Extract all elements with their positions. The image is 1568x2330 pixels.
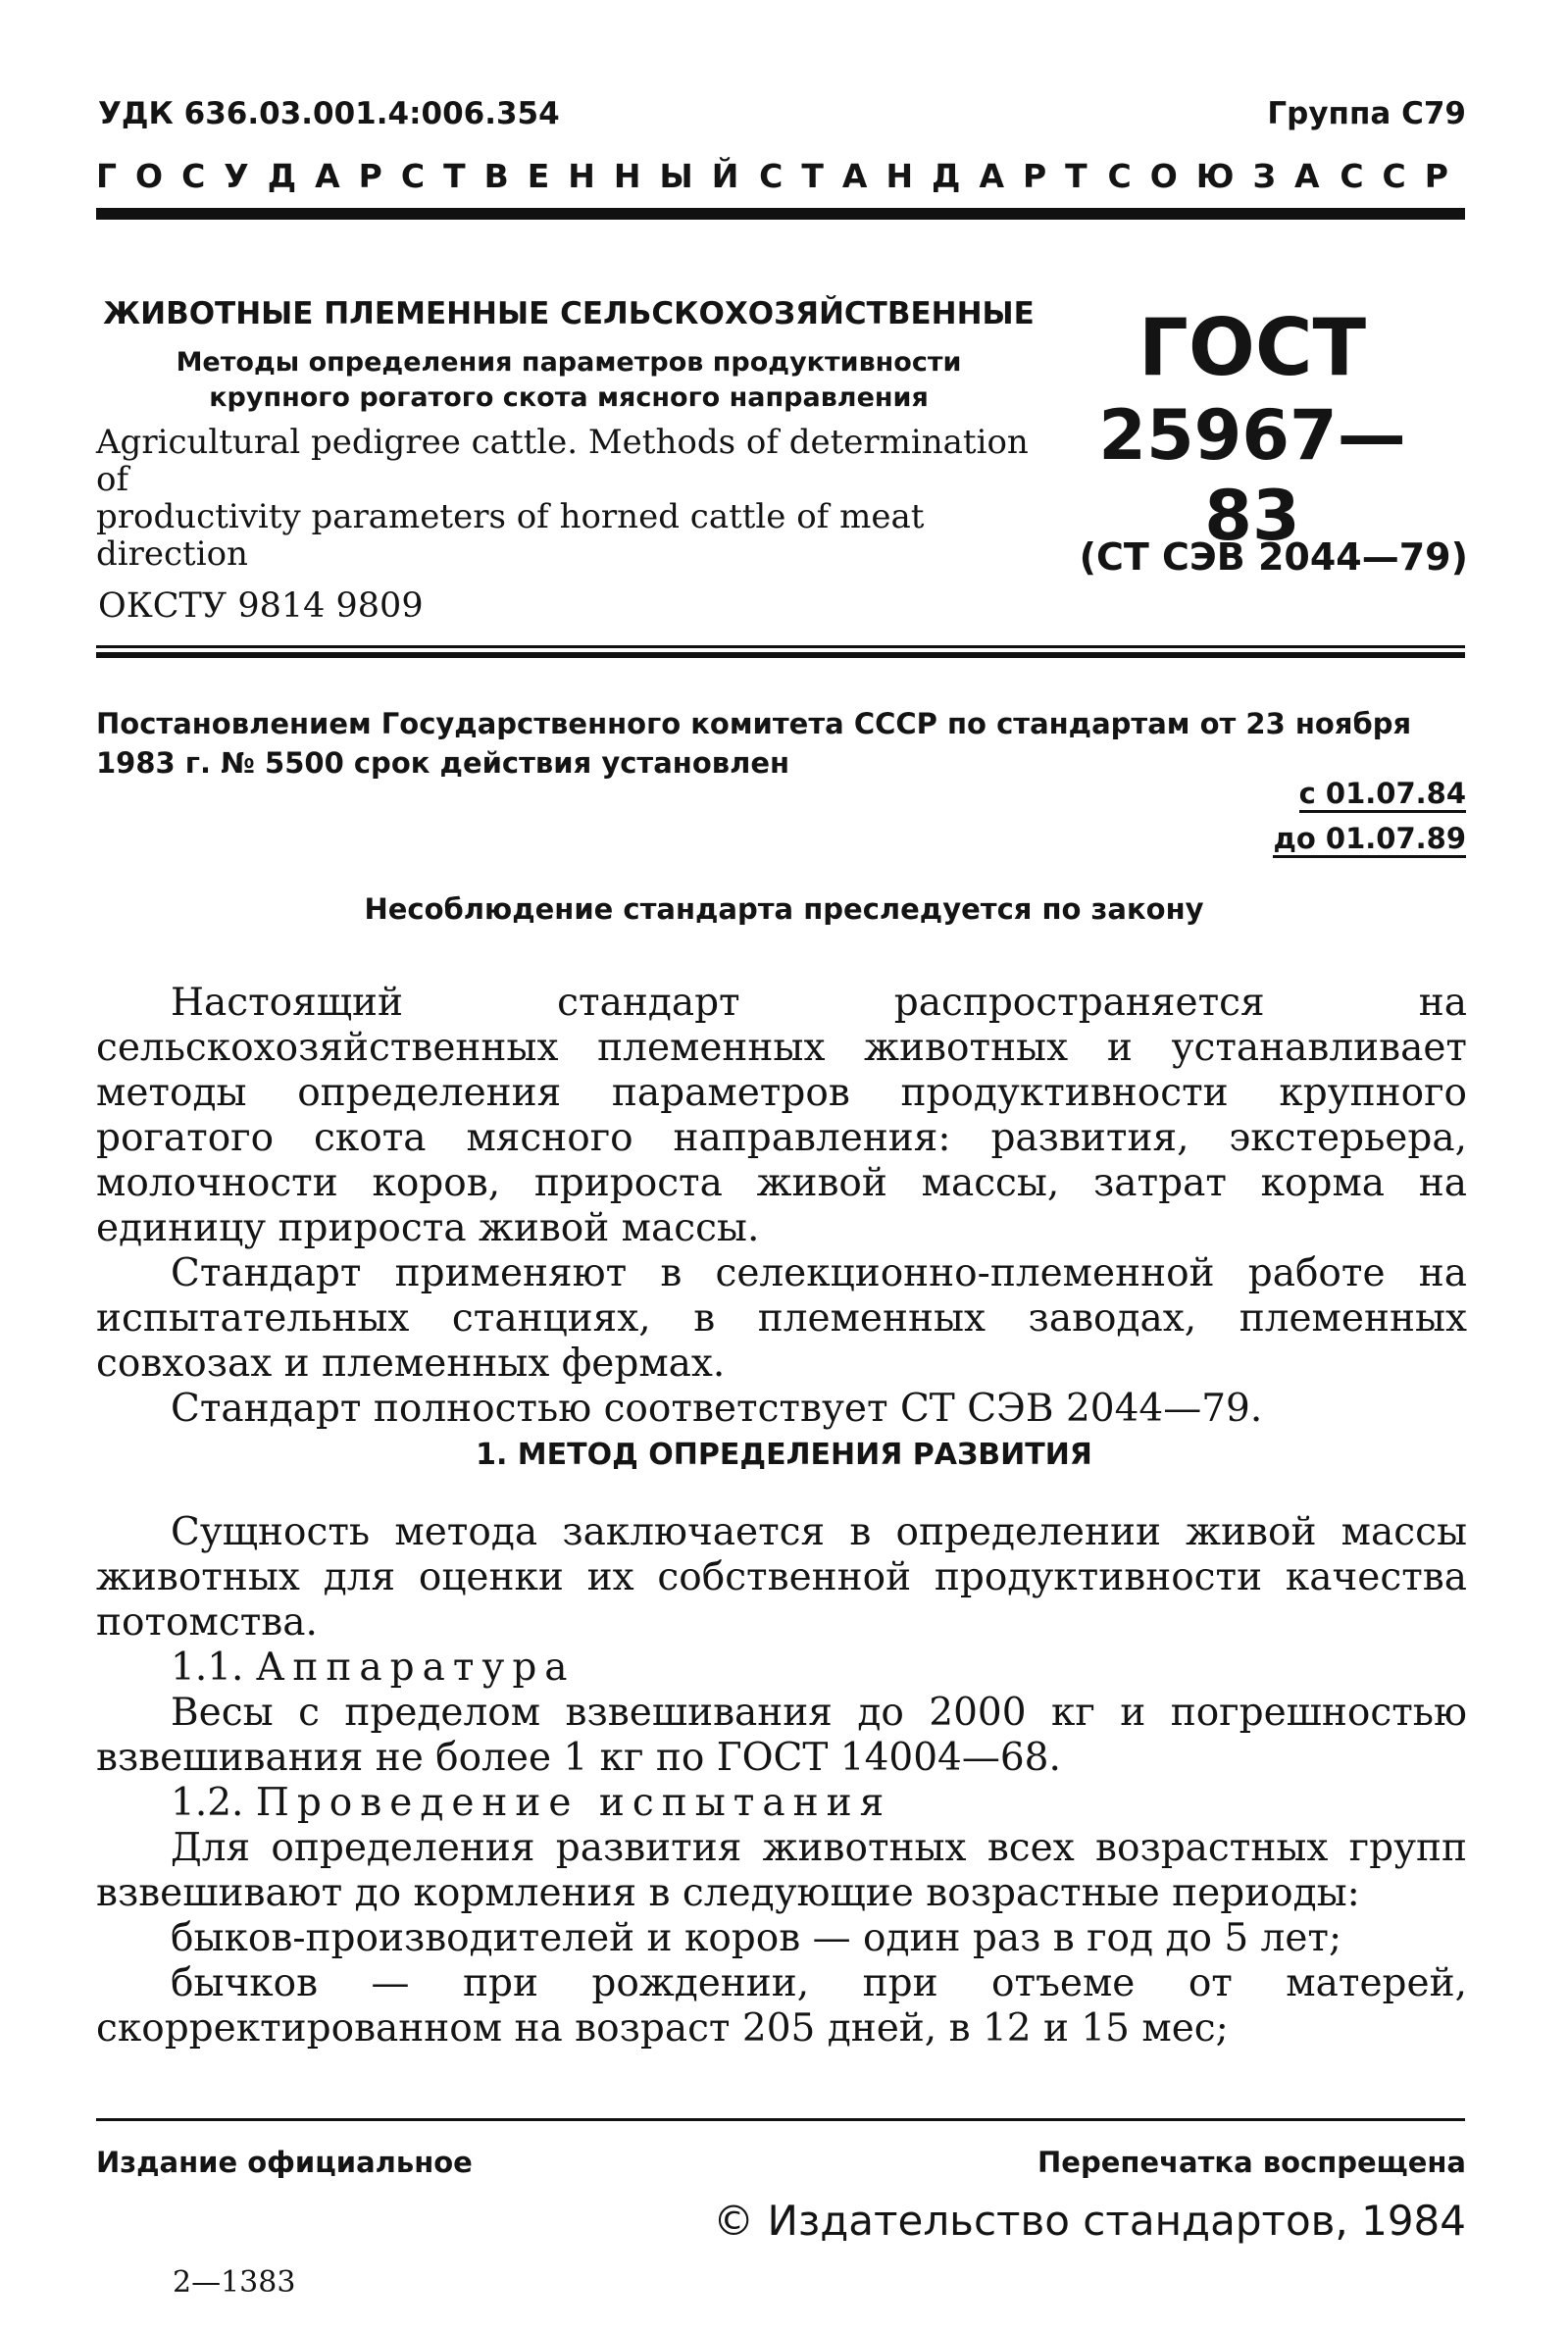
section-1-body [96,1510,1467,2051]
intro-paragraph-1: Настоящий стандарт распространяется на сельскохозяйственных племенных животных и устанавливает методы определения параметров продуктивности крупного рогатого скота мясного направления: развития, экстерьера, молочности коров, прироста живой массы, затрат корма на единицу прироста живой массы. [96,981,1467,1250]
gost-number: 25967—83 [1098,395,1406,556]
subtitle-line-2: крупного рогатого скота мясного направления [209,382,929,413]
header-rule-thick [96,208,1465,220]
validity-date-to: до 01.07.89 [1273,822,1466,858]
section-1-paragraph-2: Весы с пределом взвешивания до 2000 кг и погрешностью взвешивания не более 1 кг по ГОСТ 14004—68. [96,1691,1467,1780]
subsection-1-2-number: 1.2. [171,1781,244,1825]
title-english [96,424,1041,573]
decree-text [96,704,1467,783]
gost-label: ГОСТ [1138,302,1367,393]
section-1-title: 1. МЕТОД ОПРЕДЕЛЕНИЯ РАЗВИТИЯ [476,1438,1092,1472]
okstu-code: ОКСТУ 9814 9809 [98,586,424,626]
title-main: ЖИВОТНЫЕ ПЛЕМЕННЫЕ СЕЛЬСКОХОЗЯЙСТВЕННЫЕ [103,296,1035,331]
footer-rule [96,2118,1465,2121]
subsection-1-2-heading [96,1781,1467,1826]
intro-paragraph-3: Стандарт полностью соответствует СТ СЭВ 2044—79. [171,1387,1263,1431]
decree-line-1: Постановлением Государственного комитета СССР по стандартам от 23 ноября [96,707,1412,740]
copyright-notice: © Издательство стандартов, 1984 [713,2197,1466,2245]
state-standard-banner [96,157,1467,195]
banner-word-4: ССР [1340,157,1467,195]
subsection-1-1-heading [96,1646,1467,1691]
subsection-1-1-title: Аппаратура [255,1646,576,1690]
section-1-paragraph-5: бычков — при рождении, при отъеме от матерей, скорректированном на возраст 205 дней, в 12 и 15 мес; [96,1961,1467,2051]
subtitle-line-1: Методы определения параметров продуктивности [176,347,962,378]
banner-word-1: ГОСУДАРСТВЕННЫЙ [96,157,758,195]
section-1-paragraph-1: Сущность метода заключается в определении живой массы животных для оценки их собственной продуктивности качества потомства. [96,1510,1467,1645]
introduction [96,981,1467,1432]
udk-code: УДК 636.03.001.4:006.354 [98,96,560,131]
law-notice: Несоблюдение стандарта преследуется по закону [364,892,1204,926]
decree-line-2: 1983 г. № 5500 срок действия установлен [96,746,790,780]
validity-date-from: с 01.07.84 [1299,777,1466,813]
group-code: Группа С79 [1267,96,1466,131]
title-block [96,296,1041,573]
page-code: 2—1383 [173,2265,296,2300]
english-line-2: productivity parameters of horned cattle of meat direction [96,497,925,574]
reprint-prohibited-label: Перепечатка воспрещена [1037,2146,1466,2179]
section-1-paragraph-3: Для определения развития животных всех возрастных групп взвешивают до кормления в следующие возрастные периоды: [96,1826,1467,1915]
intro-paragraph-2: Стандарт применяют в селекционно-племенной работе на испытательных станциях, в племенных заводах, племенных совхозах и племенных фермах. [96,1251,1467,1386]
banner-word-2: СТАНДАРТ [759,157,1106,195]
st-sev-reference: (СТ СЭВ 2044—79) [1079,535,1468,579]
title-rule-thin [96,645,1465,648]
section-1-paragraph-4: быков-производителей и коров — один раз в год до 5 лет; [171,1916,1342,1960]
title-subtitle [96,345,1041,416]
official-edition-label: Издание официальное [96,2146,473,2179]
english-line-1: Agricultural pedigree cattle. Methods of determination of [96,423,1029,499]
subsection-1-1-number: 1.1. [171,1646,244,1690]
banner-word-3: СОЮЗА [1107,157,1339,195]
subsection-1-2-title: Проведение испытания [255,1781,892,1825]
title-rule-thick [96,652,1465,658]
